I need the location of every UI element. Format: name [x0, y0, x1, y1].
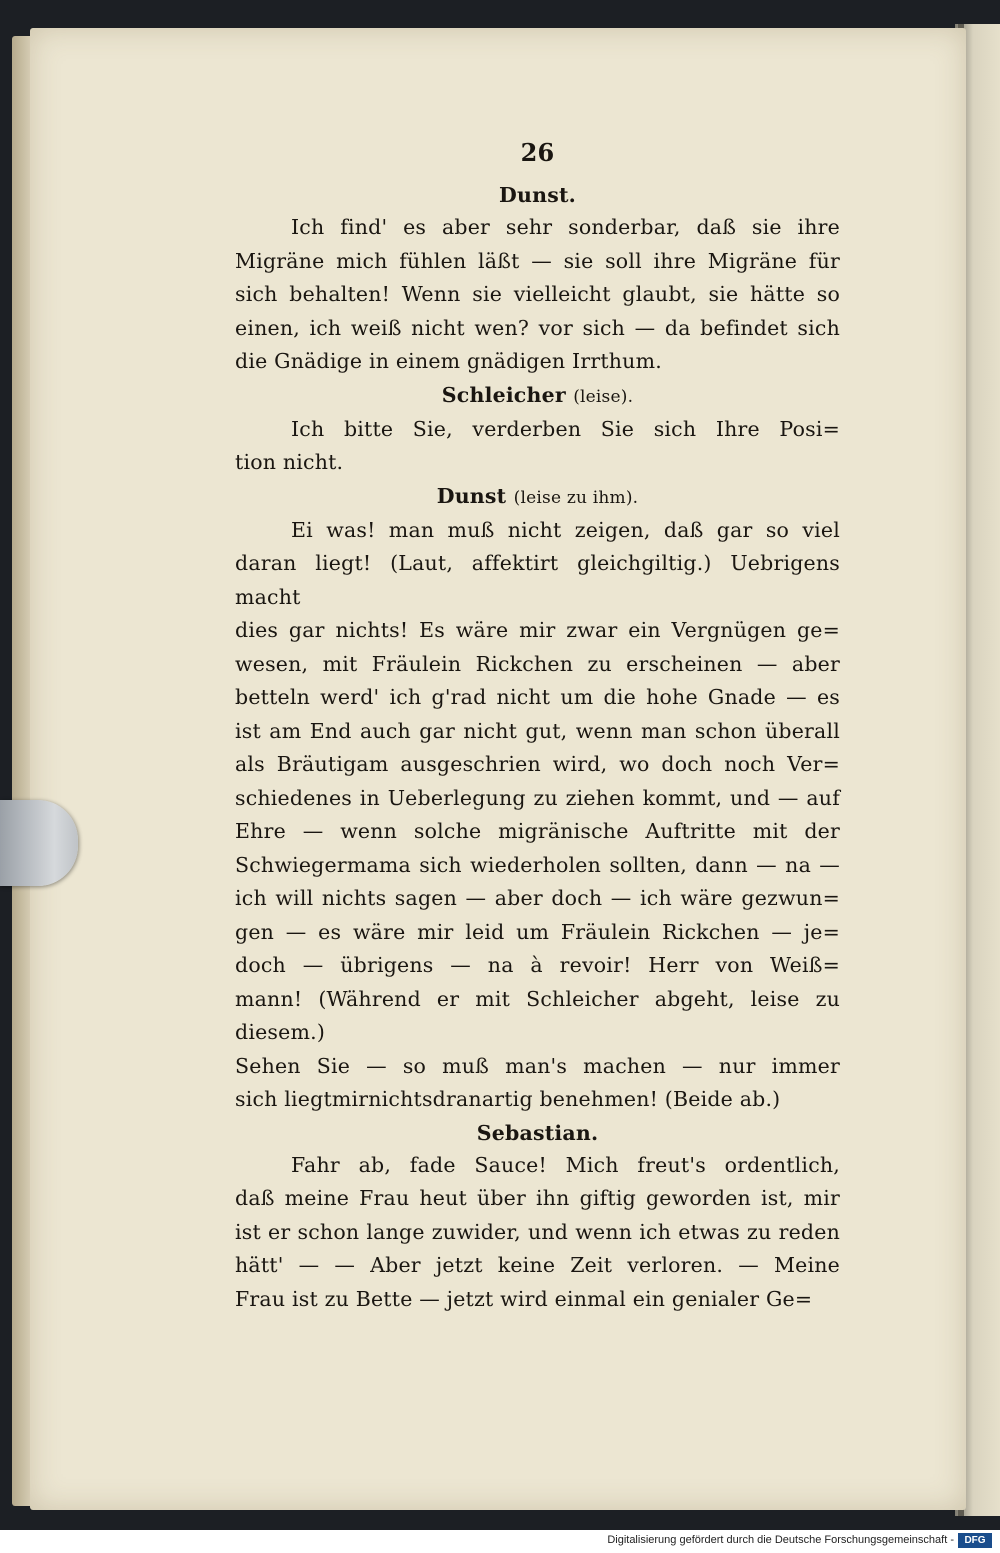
text-line: Frau ist zu Bette — jetzt wird einmal ein genialer Ge= — [235, 1286, 813, 1311]
page-number: 26 — [520, 138, 555, 167]
book-page-edge-left — [12, 36, 32, 1506]
text-line: tion nicht. — [235, 450, 344, 474]
text-line: sich liegtmirnichtsdranartig benehmen! (Beide ab.) — [235, 1087, 781, 1111]
text-line: ich will nichts sagen — aber doch — ich wäre gezwun= — [235, 886, 840, 910]
text-line: Ehre — wenn solche migränische Auftritte mit der — [235, 819, 840, 843]
footer-credit: Digitalisierung gefördert durch die Deutsche Forschungsgemeinschaft - — [607, 1534, 954, 1546]
text-line: daß meine Frau heut über ihn giftig geworden ist, mir — [235, 1186, 840, 1210]
text-line: ist er schon lange zuwider, und wenn ich etwas zu reden — [235, 1219, 840, 1244]
text-line: dies gar nichts! Es wäre mir zwar ein Vergnügen ge= — [235, 618, 840, 642]
text-line: Sehen Sie — so muß man's machen — nur immer — [235, 1053, 840, 1078]
text-line: hätt' — — Aber jetzt keine Zeit verloren. — Meine — [235, 1253, 840, 1277]
speaker-name: Sebastian. — [476, 1120, 599, 1145]
text-line: wesen, mit Fräulein Rickchen zu erscheinen — aber — [235, 651, 840, 676]
dfg-logo: DFG — [958, 1533, 992, 1548]
text-line: die Gnädige in einem gnädigen Irrthum. — [235, 349, 662, 373]
speaker-heading — [235, 480, 840, 514]
text-line: Migräne mich fühlen läßt — sie soll ihre Migräne für — [235, 248, 840, 273]
text-line: daran liegt! (Laut, affektirt gleichgiltig.) Uebrigens macht — [235, 551, 840, 609]
page-text — [235, 138, 840, 1316]
text-line: doch — übrigens — na à revoir! Herr von Weiß= — [235, 953, 840, 977]
scan-clip-tab — [0, 800, 78, 886]
stage-direction: (leise zu ihm). — [513, 487, 639, 508]
text-line: ist am End auch gar nicht gut, wenn man schon überall — [235, 718, 840, 743]
speaker-heading — [235, 1117, 840, 1149]
text-line: schiedenes in Ueberlegung zu ziehen kommt, und — auf — [235, 785, 840, 810]
text-line: Ei was! man muß nicht zeigen, daß gar so viel — [291, 517, 840, 542]
text-line: einen, ich weiß nicht wen? vor sich — da befindet sich — [235, 315, 840, 340]
speaker-name: Schleicher — [441, 382, 566, 407]
speaker-name: Dunst. — [499, 183, 576, 207]
speaker-name: Dunst — [436, 483, 507, 508]
text-line: sich behalten! Wenn sie vielleicht glaubt, sie hätte so — [235, 282, 840, 306]
stage-direction: (leise). — [573, 386, 634, 407]
text-blocks — [235, 179, 840, 1316]
text-line: betteln werd' ich g'rad nicht um die hohe Gnade — es — [235, 685, 840, 709]
text-line: als Bräutigam ausgeschrien wird, wo doch noch Ver= — [235, 752, 840, 776]
text-line: Schwiegermama sich wiederholen sollten, dann — na — — [235, 852, 840, 877]
text-line: Ich bitte Sie, verderben Sie sich Ihre Posi= — [291, 416, 840, 441]
text-line: gen — es wäre mir leid um Fräulein Rickchen — je= — [235, 919, 840, 944]
text-line: Ich find' es aber sehr sonderbar, daß sie ihre — [291, 215, 840, 239]
text-line: mann! (Während er mit Schleicher abgeht, leise zu diesem.) — [235, 986, 840, 1044]
text-line: Fahr ab, fade Sauce! Mich freut's ordentlich, — [291, 1152, 840, 1177]
speaker-heading — [235, 179, 840, 211]
speaker-heading — [235, 379, 840, 413]
